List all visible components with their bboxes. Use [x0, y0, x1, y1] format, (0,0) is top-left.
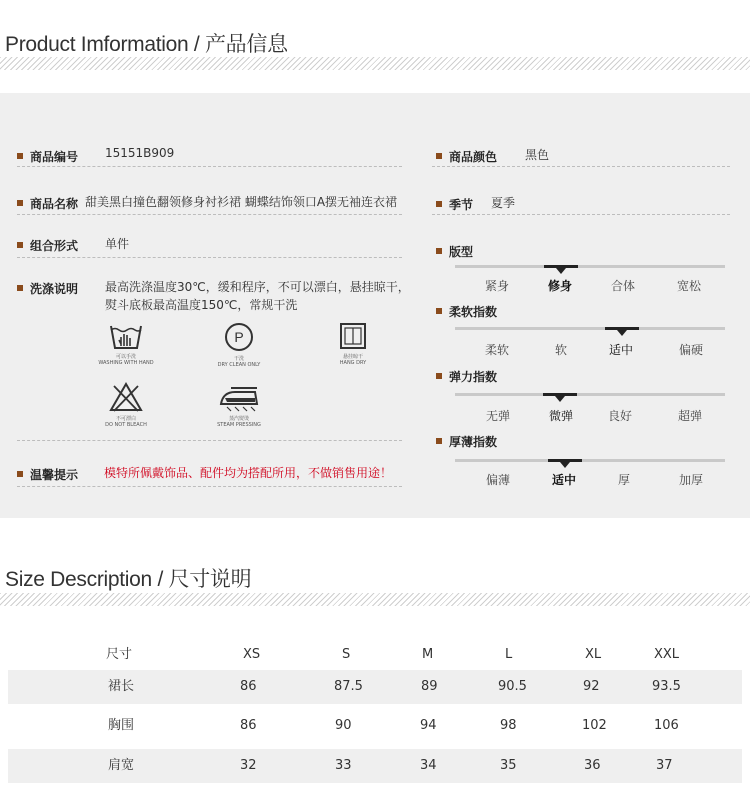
size-header-cell: S: [342, 647, 351, 662]
dashed-divider: [17, 257, 402, 258]
color-label: 商品颜色: [449, 150, 498, 164]
size-row-label: 胸围: [108, 718, 135, 733]
name-value: 甜美黑白撞色翻领修身衬衫裙 蝴蝶结饰领口A摆无袖连衣裙: [85, 195, 398, 209]
table-row: [8, 709, 742, 743]
no-bleach-care: [96, 382, 156, 428]
dry-clean-icon: [224, 322, 254, 352]
scale-softness-track: [455, 327, 725, 330]
dashed-divider: [17, 440, 402, 441]
steam-iron-caption: 蒸汽熨烫: [228, 416, 249, 422]
scale-softness-pointer-icon: [617, 330, 627, 336]
bullet-icon: [17, 242, 23, 248]
size-cell: 36: [584, 758, 601, 773]
info-row-color: [436, 146, 497, 165]
combo-label: 组合形式: [30, 239, 79, 253]
scale-stretch-option: 良好: [607, 409, 632, 423]
info-row-combo: [17, 235, 78, 254]
size-header-cell: L: [505, 647, 513, 662]
product-info-title: Product Imformation / 产品信息: [5, 33, 288, 56]
scale-softness-option: 偏硬: [678, 343, 703, 357]
size-header-cell: XL: [585, 647, 602, 662]
size-cell: 90: [335, 718, 352, 733]
scale-fit-option-selected: 修身: [547, 279, 572, 293]
info-row-sku: [17, 146, 78, 165]
steam-iron-caption-en: STEAM PRESSING: [217, 422, 261, 428]
season-label: 季节: [449, 198, 474, 212]
scale-thickness-option: 厚: [617, 473, 630, 487]
no-bleach-caption: 不可漂白: [115, 416, 136, 422]
scale-fit-option: 合体: [610, 279, 635, 293]
color-value: 黑色: [525, 148, 550, 162]
hand-wash-icon: [109, 322, 143, 350]
size-cell: 90.5: [498, 679, 527, 694]
tip-label: 温馨提示: [30, 468, 79, 482]
wash-value-line2: 熨斗底板最高温度150℃，常规干洗: [105, 298, 298, 312]
scale-softness-option-selected: 适中: [608, 343, 633, 357]
scale-softness-option: 软: [554, 343, 567, 357]
size-cell: 86: [240, 679, 257, 694]
size-cell: 102: [582, 718, 607, 733]
scale-stretch-option-selected: 微弹: [548, 409, 573, 423]
title-hatch-divider: [0, 57, 750, 70]
name-label: 商品名称: [30, 197, 79, 211]
bullet-icon: [436, 308, 442, 314]
size-row-label: 肩宽: [108, 758, 135, 773]
tip-value: 模特所佩戴饰品、配件均为搭配所用，不做销售用途！: [104, 466, 393, 480]
dashed-divider: [17, 214, 402, 215]
scale-fit-label: 版型: [449, 245, 474, 259]
size-cell: 33: [335, 758, 352, 773]
size-cell: 98: [500, 718, 517, 733]
scale-softness-option: 柔软: [484, 343, 509, 357]
size-header-cell: XS: [243, 647, 261, 662]
size-cell: 93.5: [652, 679, 681, 694]
scale-softness-header: [436, 301, 497, 320]
size-cell: 32: [240, 758, 257, 773]
scale-fit-pointer-icon: [556, 268, 566, 274]
table-row: [8, 670, 742, 704]
hang-dry-caption: 悬挂晾干: [342, 354, 363, 360]
size-row-label: 裙长: [108, 679, 135, 694]
dry-clean-caption-en: DRY CLEAN ONLY: [217, 362, 261, 368]
dashed-divider: [17, 486, 402, 487]
title-hatch-divider: [0, 593, 750, 606]
bullet-icon: [17, 200, 23, 206]
size-cell: 94: [420, 718, 437, 733]
no-bleach-icon: [109, 382, 143, 412]
scale-fit-header: [436, 241, 473, 260]
season-value: 夏季: [491, 196, 516, 210]
scale-stretch-header: [436, 366, 497, 385]
size-header-cell: 尺寸: [106, 647, 133, 662]
scale-stretch-track: [455, 393, 725, 396]
size-cell: 86: [240, 718, 257, 733]
bullet-icon: [436, 373, 442, 379]
sku-label: 商品编号: [30, 150, 79, 164]
hang-dry-icon: [339, 322, 367, 350]
bullet-icon: [436, 153, 442, 159]
wash-label: 洗涤说明: [30, 282, 79, 296]
no-bleach-caption-en: DO NOT BLEACH: [105, 422, 147, 428]
wash-value-line1: 最高洗涤温度30℃，缓和程序，不可以漂白，悬挂晾干，: [105, 280, 410, 294]
dashed-divider: [432, 214, 730, 215]
scale-softness-label: 柔软指数: [449, 305, 498, 319]
dry-clean-caption: 干洗: [233, 356, 244, 362]
bullet-icon: [436, 248, 442, 254]
size-description-title: Size Description / 尺寸说明: [5, 568, 252, 591]
scale-stretch-label: 弹力指数: [449, 370, 498, 384]
sku-value: 15151B909: [105, 146, 175, 160]
bullet-icon: [436, 438, 442, 444]
bullet-icon: [17, 153, 23, 159]
combo-value: 单件: [105, 237, 130, 251]
size-cell: 106: [654, 718, 679, 733]
dry-clean-care: [209, 322, 269, 368]
hang-dry-caption-en: HANG DRY: [339, 360, 367, 366]
scale-thickness-track: [455, 459, 725, 462]
scale-thickness-label: 厚薄指数: [449, 435, 498, 449]
size-cell: 34: [420, 758, 437, 773]
size-header-cell: XXL: [654, 647, 680, 662]
table-row: [8, 749, 742, 783]
scale-fit-option: 紧身: [484, 279, 509, 293]
hang-dry-care: [323, 322, 383, 366]
steam-iron-care: [209, 384, 269, 428]
scale-thickness-pointer-icon: [560, 462, 570, 468]
info-row-wash: [17, 278, 78, 297]
scale-thickness-option: 偏薄: [485, 473, 510, 487]
scale-stretch-pointer-icon: [555, 396, 565, 402]
size-cell: 87.5: [334, 679, 363, 694]
bullet-icon: [436, 201, 442, 207]
hand-wash-caption-en: WASHING WITH HAND: [98, 360, 154, 366]
scale-thickness-option: 加厚: [678, 473, 703, 487]
dashed-divider: [17, 166, 402, 167]
bullet-icon: [17, 285, 23, 291]
scale-fit-track: [455, 265, 725, 268]
scale-thickness-option-selected: 适中: [551, 473, 576, 487]
hand-wash-caption: 可以手洗: [115, 354, 136, 360]
size-cell: 35: [500, 758, 517, 773]
size-cell: 37: [656, 758, 673, 773]
scale-thickness-header: [436, 431, 497, 450]
size-cell: 92: [583, 679, 600, 694]
size-cell: 89: [421, 679, 438, 694]
scale-stretch-option: 超弹: [677, 409, 702, 423]
info-row-name: [17, 193, 78, 212]
steam-iron-icon: [217, 384, 261, 412]
size-table-header: [8, 638, 742, 672]
scale-fit-option: 宽松: [676, 279, 701, 293]
scale-stretch-option: 无弹: [485, 409, 510, 423]
info-row-season: [436, 194, 473, 213]
dashed-divider: [432, 166, 730, 167]
dry-clean-glyph: P: [234, 329, 244, 345]
info-row-tip: [17, 464, 78, 483]
hand-wash-care: [96, 322, 156, 366]
size-header-cell: M: [422, 647, 434, 662]
bullet-icon: [17, 471, 23, 477]
